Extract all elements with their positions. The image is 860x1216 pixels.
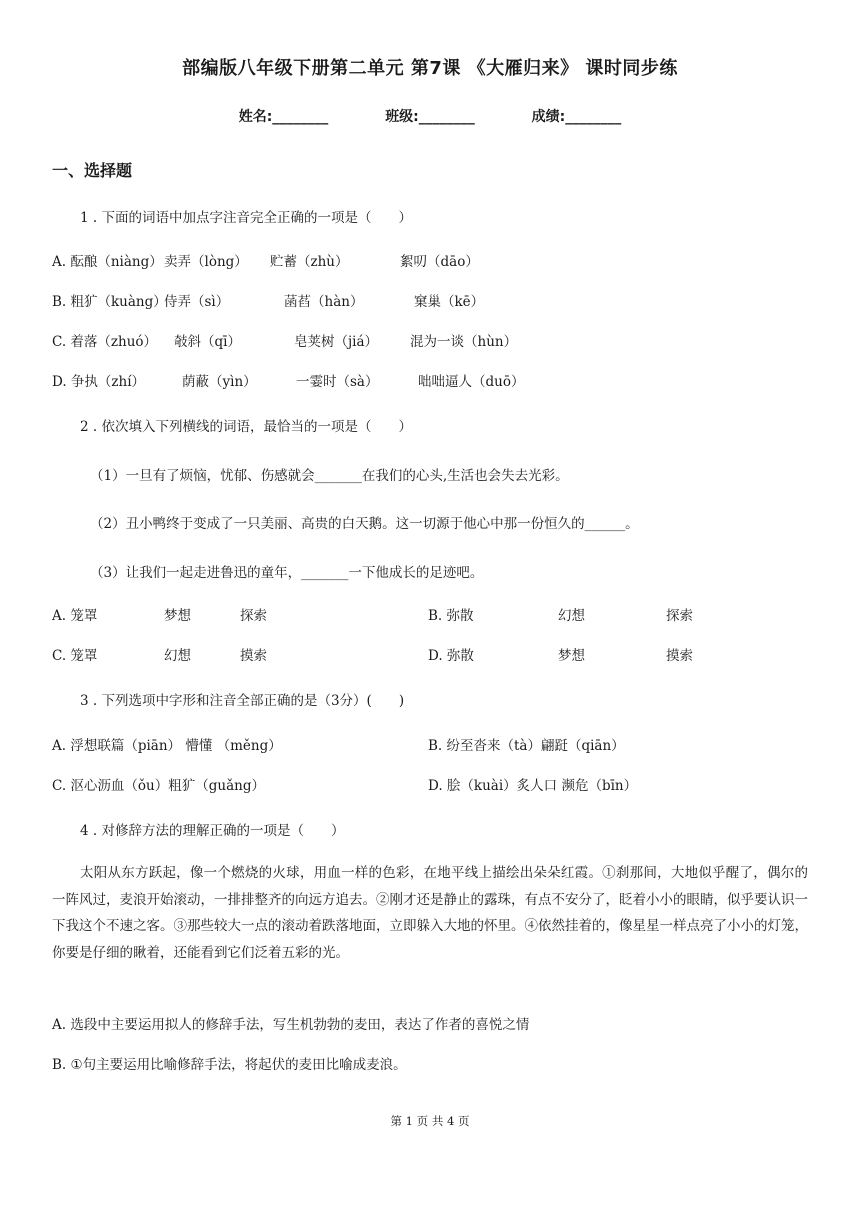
question-4-option-a: A. 选段中主要运用拟人的修辞手法，写生机勃勃的麦田，表达了作者的喜悦之情 <box>52 1017 530 1033</box>
option-term: 荫蔽（yìn） <box>182 374 257 390</box>
question-3-option-b: B. 纷至沓来（tà）翩跹（qiān） <box>428 738 625 754</box>
question-3-option-a: A. 浮想联篇（piān） 懵懂 （měng） <box>52 738 282 754</box>
name-field: 姓名:________ <box>238 109 329 125</box>
option-term: A. 酝酿（niàng） <box>52 254 163 270</box>
question-2-option-a <box>52 604 267 624</box>
option-term: B. 弥散 <box>428 608 474 624</box>
question-1-option-a <box>52 250 479 270</box>
option-term: 贮蓄（zhù） <box>270 254 349 270</box>
option-term: 窠巢（kē） <box>414 294 485 310</box>
option-term: 梦想 <box>164 608 191 624</box>
option-term: 一霎时（sà） <box>296 374 379 390</box>
section-heading: 一、选择题 <box>52 161 133 180</box>
option-term: 混为一谈（hùn） <box>410 334 518 350</box>
question-1-option-d <box>52 370 524 390</box>
option-term: 摸索 <box>666 648 693 664</box>
page-title: 部编版八年级下册第二单元 第7课 《大雁归来》 课时同步练 <box>182 58 678 79</box>
question-2-option-b <box>428 604 693 624</box>
option-term: D. 争执（zhí） <box>52 374 146 390</box>
question-2-option-d <box>428 644 693 664</box>
score-field: 成绩:________ <box>531 109 622 125</box>
option-term: 幻想 <box>164 648 191 664</box>
option-term: 侍弄（sì） <box>164 294 230 310</box>
question-3-option-d: D. 脍（kuài）炙人口 濒危（bīn） <box>428 778 638 794</box>
question-4-stem: 4 . 对修辞方法的理解正确的一项是（ ） <box>80 823 345 839</box>
question-1-option-b <box>52 290 484 310</box>
option-term: 探索 <box>666 608 693 624</box>
option-term: B. 粗犷（kuàng） <box>52 294 167 310</box>
option-term: 攲斜（qī） <box>174 334 241 350</box>
question-1-option-c <box>52 330 517 350</box>
question-2-sentence-3: （3）让我们一起走进鲁迅的童年，_______一下他成长的足迹吧。 <box>90 565 484 581</box>
question-2-sentence-2: （2）丑小鸭终于变成了一只美丽、高贵的白天鹅。这一切源于他心中那一份恒久的______。 <box>90 516 639 532</box>
option-term: 皂荚树（jiá） <box>294 334 379 350</box>
option-term: C. 笼罩 <box>52 648 98 664</box>
question-2-sentence-1: （1）一旦有了烦恼，忧郁、伤感就会_______在我们的心头,生活也会失去光彩。 <box>90 468 569 484</box>
question-2-option-c <box>52 644 267 664</box>
option-term: A. 笼罩 <box>52 608 98 624</box>
option-term: 卖弄（lòng） <box>164 254 248 270</box>
student-info-row <box>0 106 860 126</box>
option-term: 菡萏（hàn） <box>284 294 364 310</box>
page-footer: 第 1 页 共 4 页 <box>390 1114 470 1128</box>
option-term: 摸索 <box>240 648 267 664</box>
option-term: D. 弥散 <box>428 648 474 664</box>
question-3-option-c: C. 沤心沥血（ǒu）粗犷（guǎng） <box>52 778 265 794</box>
question-4-option-b: B. ①句主要运用比喻修辞手法，将起伏的麦田比喻成麦浪。 <box>52 1057 407 1073</box>
option-term: C. 着落（zhuó） <box>52 334 158 350</box>
option-term: 幻想 <box>558 608 585 624</box>
option-term: 絮叨（dāo） <box>400 254 479 270</box>
question-3-stem: 3 . 下列选项中字形和注音全部正确的是（3分）( ) <box>80 693 405 709</box>
question-4-passage: 太阳从东方跃起，像一个燃烧的火球，用血一样的色彩，在地平线上描绘出朵朵红霞。①刹那间，大地似乎醒了，偶尔的一阵风过，麦浪开始滚动，一排排整齐的向远方追去。②刚才还是静止的露珠，有点不安分了，眨着小小的眼睛，似乎要认识一下我这个不速之客。③那些较大一点的滚动着跌落地面，立即躲入大地的怀里。④依然挂着的，像星星一样点亮了小小的灯笼，你要是仔细的瞅着，还能看到它们泛着五彩的光。 <box>52 865 808 961</box>
option-term: 探索 <box>240 608 267 624</box>
class-field: 班级:________ <box>385 109 475 125</box>
option-term: 梦想 <box>558 648 585 664</box>
question-2-stem: 2 . 依次填入下列横线的词语，最恰当的一项是（ ） <box>80 419 412 435</box>
question-1-stem: 1 . 下面的词语中加点字注音完全正确的一项是（ ） <box>80 210 412 226</box>
option-term: 咄咄逼人（duō） <box>418 374 525 390</box>
